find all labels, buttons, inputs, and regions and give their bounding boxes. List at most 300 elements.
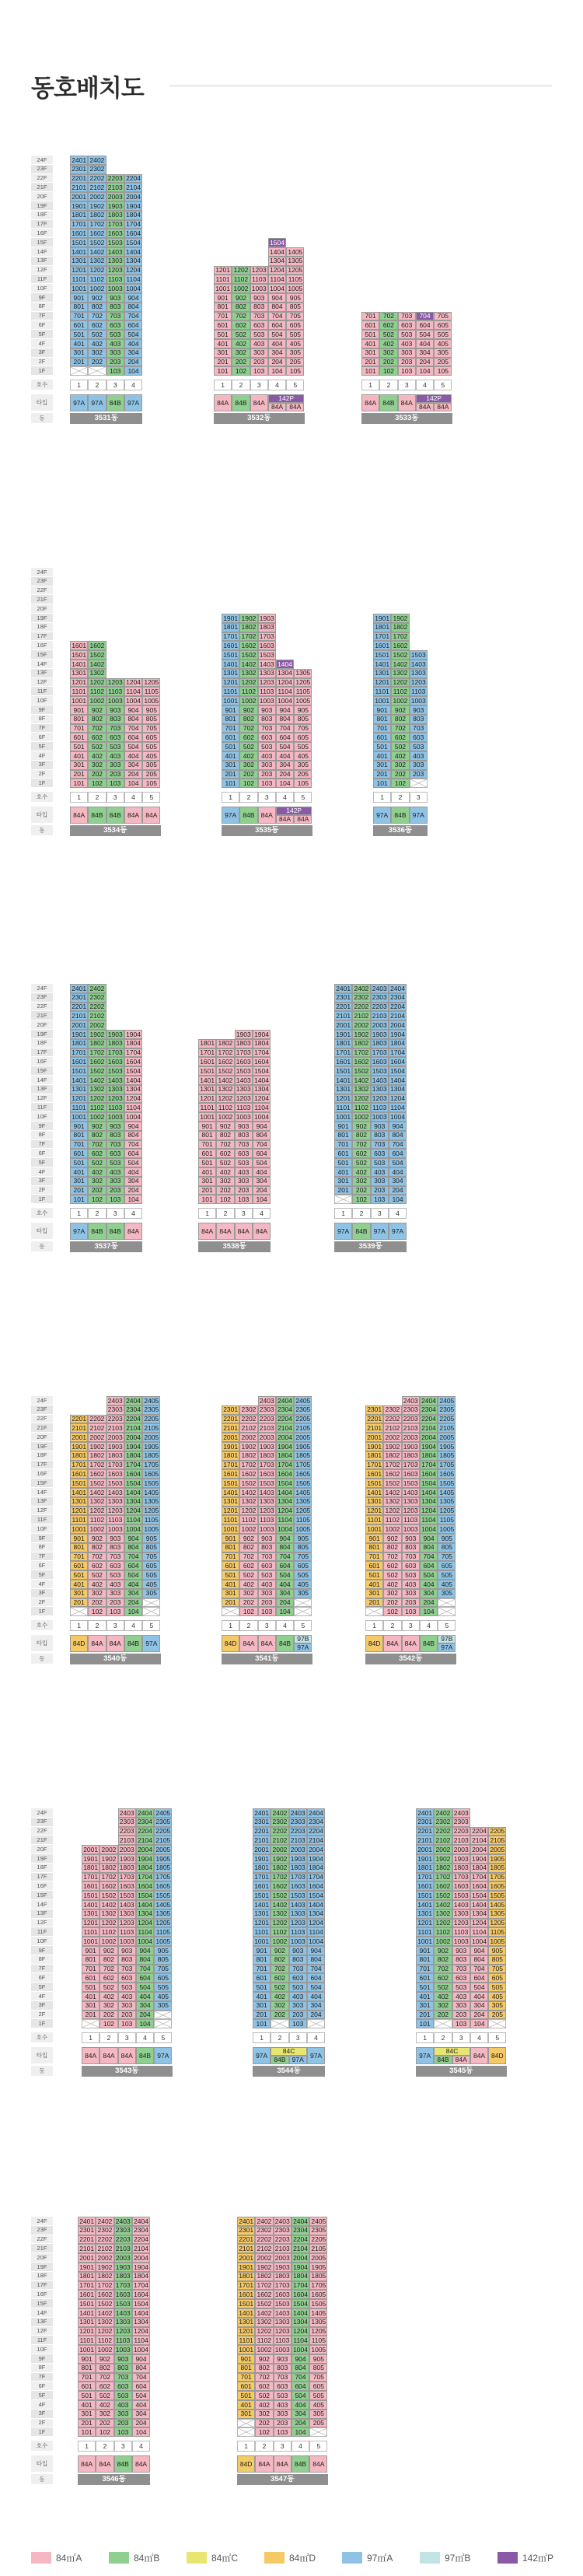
unit-cell: 1902 (434, 1854, 452, 1864)
unit-cell: 2301 (70, 165, 88, 174)
unit-cell: 1601 (70, 1469, 88, 1479)
unit-cell: 702 (216, 1140, 234, 1150)
unit-cell: 1002 (352, 1112, 370, 1122)
unit-cell: 1403 (274, 2308, 292, 2318)
unit-cell: 1002 (239, 1524, 257, 1534)
unit-cell: 1802 (255, 2272, 273, 2281)
ho-number: 4 (124, 1208, 142, 1219)
unit-cell: 1002 (383, 1524, 401, 1534)
unit-cell: 2404 (292, 2217, 309, 2226)
unit-cell: 703 (371, 1140, 389, 1150)
dong-label: 동 (31, 1654, 53, 1664)
floor-label: 16F (31, 641, 53, 650)
unit-cell: 1204 (276, 1507, 294, 1516)
floor-label: 5F (31, 1158, 53, 1167)
unit-cell: 1002 (88, 284, 106, 293)
floor-label: 2F (31, 358, 53, 367)
unit-type: 84A (276, 815, 294, 824)
unit-cell: 1101 (365, 1515, 383, 1524)
floor-label: 15F (31, 1479, 53, 1488)
unit-cell: 702 (391, 724, 409, 733)
unit-cell: 1804 (136, 1864, 154, 1873)
unit-cell: 1302 (352, 1085, 370, 1094)
unit-cell: 802 (96, 2364, 113, 2373)
unit-cell: 1602 (88, 1469, 106, 1479)
ho-number: 1 (373, 792, 391, 803)
floor-label: 15F (31, 238, 53, 247)
floor-label: 17F (31, 1873, 53, 1882)
unit-cell: 1705 (142, 1461, 160, 1470)
unit-cell: 2004 (124, 192, 142, 201)
unit-cell: 2303 (371, 993, 389, 1003)
unit-cell: 402 (379, 339, 397, 348)
unit-cell: 702 (232, 312, 250, 321)
unit-cell: 603 (106, 733, 124, 742)
unit-cell: 1602 (216, 1057, 234, 1066)
unit-cell: 2201 (70, 1003, 88, 1012)
unit-cell: 1701 (373, 632, 391, 642)
unit-cell: 1802 (434, 1864, 452, 1873)
unit-cell: 905 (142, 705, 160, 715)
legend-item (31, 2550, 82, 2564)
unit-cell: 2203 (452, 1827, 470, 1836)
unit-cell: 1502 (239, 650, 257, 660)
unit-cell: 2101 (334, 1011, 352, 1020)
unit-type: 84B (276, 1635, 294, 1652)
unit-cell: 1902 (255, 2263, 273, 2272)
unit-cell: 1103 (410, 687, 428, 696)
floor-label: 23F (31, 1818, 53, 1827)
floor-label: 18F (31, 1451, 53, 1461)
ho-number: 5 (438, 1620, 456, 1631)
unit-cell: 1802 (239, 623, 257, 632)
unit-cell: 1903 (114, 2263, 132, 2272)
ho-number: 4 (124, 792, 142, 803)
unit-cell: 402 (88, 751, 106, 761)
ho-number: 4 (389, 1208, 407, 1219)
unit-type: 97A (294, 1643, 312, 1652)
unit-cell: 804 (124, 303, 142, 312)
dong-label: 동 (31, 413, 53, 424)
unit-cell: 804 (268, 303, 286, 312)
floor-label: 9F (31, 1122, 53, 1131)
unit-cell: 402 (391, 751, 409, 761)
unit-cell: 302 (88, 1589, 106, 1598)
unit-cell: 801 (198, 1131, 216, 1140)
unit-cell: 902 (255, 2354, 273, 2364)
unit-cell: 2201 (70, 1415, 88, 1424)
unit-cell: 1603 (106, 229, 124, 238)
floor-label: 3F (31, 1177, 53, 1186)
unit-cell: 701 (416, 1965, 434, 1974)
ho-number: 3 (106, 1208, 124, 1219)
legend-label: 97㎡A (367, 2552, 393, 2564)
unit-cell: 405 (309, 2400, 327, 2410)
ho-number: 1 (214, 380, 232, 390)
unit-cell: 1601 (373, 641, 391, 650)
unit-cell: 1301 (373, 669, 391, 678)
floor-label: 14F (31, 247, 53, 257)
unit-cell: 1703 (106, 1048, 124, 1058)
unit-cell: 1602 (239, 641, 257, 650)
unit-cell: 205 (286, 358, 304, 367)
unit-cell: 1605 (438, 1469, 456, 1479)
unit-cell: 201 (198, 1186, 216, 1195)
unit-cell: 1501 (253, 1891, 271, 1900)
ho-number: 1 (361, 380, 379, 390)
unit-type: 84A (214, 394, 232, 411)
unit-cell: 403 (106, 1580, 124, 1589)
unit-cell: 405 (294, 1580, 312, 1589)
unit-cell: 505 (294, 742, 312, 751)
unit-cell: 1905 (154, 1854, 172, 1864)
unit-cell: 1704 (253, 1048, 271, 1058)
unit-cell: 1402 (383, 1488, 401, 1497)
unit-cell: 303 (289, 2001, 307, 2011)
unit-cell: 201 (253, 2011, 271, 2020)
unit-cell: 1004 (420, 1524, 438, 1534)
unit-cell: 901 (70, 1122, 88, 1131)
unit-cell: 1203 (258, 1507, 276, 1516)
unit-cell: 203 (402, 1598, 420, 1608)
unit-cell: 1303 (106, 257, 124, 266)
unit-cell: 904 (292, 2354, 309, 2364)
unit-cell: 1305 (488, 1909, 506, 1919)
unit-cell: 2102 (96, 2244, 113, 2253)
unit-cell: 1402 (239, 660, 257, 669)
unit-cell: 302 (352, 1177, 370, 1186)
unit-cell: 401 (373, 751, 391, 761)
unit-cell: 1704 (420, 1461, 438, 1470)
unit-cell: 1502 (391, 650, 409, 660)
ho-number: 4 (124, 380, 142, 390)
unit-cell: 1502 (88, 1479, 106, 1488)
unit-cell: 2404 (389, 984, 407, 993)
unit-cell: 1801 (222, 1451, 239, 1461)
unit-cell: 901 (222, 1534, 239, 1543)
unit-cell: 1302 (216, 1085, 234, 1094)
unit-cell: 1303 (402, 1497, 420, 1507)
floor-label: 24F (31, 2217, 53, 2226)
vacant-unit (142, 1607, 160, 1616)
unit-cell: 1904 (389, 1030, 407, 1039)
unit-cell: 1102 (88, 1515, 106, 1524)
unit-cell: 1004 (136, 1937, 154, 1946)
unit-cell: 1605 (142, 1469, 160, 1479)
unit-cell: 703 (274, 2373, 292, 2382)
unit-cell: 1402 (88, 1488, 106, 1497)
unit-cell: 2102 (434, 1836, 452, 1845)
unit-cell: 1504 (136, 1891, 154, 1900)
unit-cell: 1102 (239, 1515, 257, 1524)
unit-cell: 902 (383, 1534, 401, 1543)
unit-cell: 203 (410, 770, 428, 779)
unit-cell: 903 (235, 1122, 253, 1131)
unit-cell: 405 (488, 1992, 506, 2001)
unit-cell: 1103 (106, 1103, 124, 1112)
unit-cell: 2102 (383, 1423, 401, 1433)
unit-cell: 2205 (294, 1415, 312, 1424)
unit-cell: 1403 (106, 247, 124, 257)
unit-cell: 204 (268, 358, 286, 367)
unit-cell: 1601 (237, 2290, 255, 2299)
unit-cell: 1601 (82, 1881, 99, 1891)
ho-number: 3 (114, 2441, 132, 2452)
unit-cell: 1804 (132, 2272, 150, 2281)
unit-cell: 1402 (99, 1900, 117, 1909)
unit-cell: 2102 (255, 2244, 273, 2253)
unit-cell: 1801 (373, 623, 391, 632)
unit-cell: 203 (106, 358, 124, 367)
unit-cell: 1303 (118, 1909, 136, 1919)
unit-cell: 1003 (402, 1524, 420, 1534)
floor-label: 23F (31, 2226, 53, 2235)
unit-cell: 705 (309, 2373, 327, 2382)
unit-cell: 1901 (373, 614, 391, 623)
unit-cell: 1202 (434, 1919, 452, 1928)
unit-cell: 704 (253, 1140, 271, 1150)
unit-cell: 502 (88, 330, 106, 339)
unit-cell: 1903 (402, 1442, 420, 1451)
ho-number: 2 (239, 1620, 257, 1631)
unit-cell: 1202 (255, 2327, 273, 2336)
unit-cell: 2301 (78, 2226, 96, 2235)
unit-cell: 1002 (88, 696, 106, 705)
unit-cell: 502 (239, 1570, 257, 1580)
unit-cell: 601 (361, 320, 379, 330)
unit-type: 97A (334, 1223, 352, 1240)
unit-cell: 803 (106, 1543, 124, 1552)
floor-label: 16F (31, 2290, 53, 2299)
unit-cell: 1104 (253, 1103, 271, 1112)
type-label: 타입 (31, 807, 53, 824)
unit-cell: 202 (239, 770, 257, 779)
unit-cell: 305 (142, 761, 160, 770)
unit-cell: 2404 (276, 1396, 294, 1405)
unit-cell: 703 (106, 1140, 124, 1150)
unit-cell: 1303 (452, 1909, 470, 1919)
unit-cell: 1704 (276, 1461, 294, 1470)
unit-cell: 903 (106, 293, 124, 303)
unit-cell: 302 (255, 2410, 273, 2419)
unit-cell: 1802 (352, 1039, 370, 1048)
unit-cell: 1305 (286, 257, 304, 266)
unit-cell: 903 (106, 705, 124, 715)
unit-cell: 201 (361, 358, 379, 367)
unit-type: 84B (434, 2056, 452, 2064)
unit-cell: 1804 (253, 1039, 271, 1048)
unit-cell: 1902 (383, 1442, 401, 1451)
floor-label: 16F (31, 229, 53, 238)
ho-number: 3 (250, 380, 268, 390)
unit-cell: 201 (214, 358, 232, 367)
unit-type: 84A (239, 1635, 257, 1652)
unit-cell: 303 (452, 2001, 470, 2011)
unit-cell: 1502 (88, 650, 106, 660)
unit-cell: 1704 (124, 1048, 142, 1058)
unit-cell: 1402 (88, 247, 106, 257)
unit-cell: 1004 (389, 1112, 407, 1122)
unit-cell: 503 (114, 2391, 132, 2400)
unit-cell: 1201 (237, 2327, 255, 2336)
unit-cell: 1102 (239, 687, 257, 696)
unit-cell: 301 (82, 2001, 99, 2011)
unit-cell: 1602 (434, 1881, 452, 1891)
unit-cell: 1204 (276, 678, 294, 688)
unit-cell: 1803 (235, 1039, 253, 1048)
unit-cell: 503 (371, 1158, 389, 1167)
unit-cell: 403 (289, 1992, 307, 2001)
unit-cell: 803 (258, 715, 276, 724)
unit-cell: 1101 (82, 1927, 99, 1937)
unit-cell: 2401 (70, 156, 88, 165)
vacant-unit (70, 366, 88, 376)
building-name: 3537동 (70, 1241, 142, 1252)
unit-cell: 2305 (438, 1405, 456, 1415)
unit-cell: 501 (222, 1570, 239, 1580)
unit-cell: 801 (82, 1955, 99, 1965)
unit-cell: 2402 (96, 2217, 113, 2226)
unit-cell: 1802 (271, 1864, 288, 1873)
vacant-unit (488, 2019, 506, 2028)
unit-cell: 301 (70, 1177, 88, 1186)
legend-swatch (109, 2552, 129, 2564)
building-name: 3538동 (198, 1241, 271, 1252)
unit-cell: 1703 (258, 632, 276, 642)
unit-cell: 2201 (70, 174, 88, 184)
unit-cell: 802 (216, 1131, 234, 1140)
unit-cell: 1001 (198, 1112, 216, 1122)
unit-cell: 1503 (258, 650, 276, 660)
unit-cell: 1002 (434, 1937, 452, 1946)
unit-cell: 403 (371, 1167, 389, 1177)
unit-cell: 2004 (307, 1845, 325, 1854)
unit-cell: 1103 (118, 1927, 136, 1937)
unit-cell: 904 (124, 1534, 142, 1543)
unit-cell: 2101 (70, 1011, 88, 1020)
floor-label: 9F (31, 1534, 53, 1543)
dong-label: 동 (31, 2474, 53, 2485)
unit-cell: 201 (373, 770, 391, 779)
unit-cell: 1701 (78, 2281, 96, 2291)
unit-cell: 102 (99, 2019, 117, 2028)
ho-number: 2 (239, 792, 257, 803)
unit-cell: 801 (237, 2364, 255, 2373)
unit-cell: 702 (239, 724, 257, 733)
unit-cell: 1002 (88, 1524, 106, 1534)
unit-cell: 303 (114, 2410, 132, 2419)
unit-cell: 303 (106, 1177, 124, 1186)
ho-number: 1 (365, 1620, 383, 1631)
unit-cell: 1401 (198, 1076, 216, 1085)
unit-cell: 905 (488, 1946, 506, 1955)
ho-number: 3 (258, 792, 276, 803)
floor-label: 24F (31, 1808, 53, 1818)
unit-cell: 703 (452, 1965, 470, 1974)
unit-cell: 2205 (142, 1415, 160, 1424)
unit-type: 97A (373, 807, 391, 824)
unit-cell: 705 (294, 1552, 312, 1562)
unit-cell: 1303 (410, 669, 428, 678)
building-section (0, 2217, 583, 2574)
unit-cell: 1104 (268, 275, 286, 284)
unit-cell: 1603 (114, 2290, 132, 2299)
ho-number: 3 (106, 380, 124, 390)
unit-type: 84A (82, 2047, 99, 2064)
unit-cell: 2203 (106, 174, 124, 184)
unit-cell: 1702 (352, 1048, 370, 1058)
unit-cell: 2303 (289, 1818, 307, 1827)
unit-cell: 1303 (289, 1909, 307, 1919)
unit-cell: 103 (114, 2427, 132, 2437)
unit-cell: 2101 (70, 183, 88, 192)
unit-cell: 501 (334, 1158, 352, 1167)
unit-cell: 1501 (82, 1891, 99, 1900)
unit-cell: 1201 (70, 266, 88, 275)
unit-cell: 504 (292, 2391, 309, 2400)
unit-cell: 403 (410, 751, 428, 761)
floor-label: 2F (31, 1598, 53, 1608)
unit-cell: 601 (70, 1149, 88, 1158)
unit-cell: 1504 (124, 238, 142, 247)
unit-cell: 204 (124, 770, 142, 779)
unit-cell: 2104 (389, 1011, 407, 1020)
unit-cell: 1301 (237, 2318, 255, 2327)
unit-cell: 2003 (114, 2253, 132, 2263)
unit-cell: 1202 (96, 2327, 113, 2336)
unit-cell: 1102 (352, 1103, 370, 1112)
unit-cell: 1404 (136, 1900, 154, 1909)
unit-cell: 1004 (268, 284, 286, 293)
floor-label: 23F (31, 993, 53, 1003)
unit-cell: 601 (365, 1561, 383, 1570)
floor-label: 7F (31, 1552, 53, 1562)
unit-cell: 1001 (70, 284, 88, 293)
floor-label: 11F (31, 1927, 53, 1937)
unit-cell: 1401 (365, 1488, 383, 1497)
unit-cell: 1501 (416, 1891, 434, 1900)
unit-cell: 901 (198, 1122, 216, 1131)
floor-label: 23F (31, 577, 53, 586)
unit-cell: 1103 (106, 687, 124, 696)
unit-cell: 603 (410, 733, 428, 742)
unit-cell: 604 (307, 1973, 325, 1983)
unit-cell: 1003 (258, 696, 276, 705)
unit-cell: 904 (268, 293, 286, 303)
unit-cell: 1104 (124, 275, 142, 284)
unit-cell: 1803 (258, 623, 276, 632)
vacant-unit (88, 366, 106, 376)
vacant-unit (154, 2019, 172, 2028)
unit-cell: 1202 (99, 1919, 117, 1928)
unit-cell: 401 (361, 339, 379, 348)
unit-cell: 202 (88, 1598, 106, 1608)
unit-cell: 704 (292, 2373, 309, 2382)
unit-cell: 1304 (132, 2318, 150, 2327)
legend-label: 84㎡A (56, 2552, 82, 2564)
unit-cell: 503 (289, 1983, 307, 1992)
unit-cell: 404 (276, 751, 294, 761)
unit-cell: 105 (434, 366, 452, 376)
legend-swatch (31, 2552, 51, 2564)
unit-cell: 2103 (289, 1836, 307, 1845)
floor-label: 14F (31, 1488, 53, 1497)
unit-cell: 1602 (255, 2290, 273, 2299)
unit-cell: 804 (124, 715, 142, 724)
unit-cell: 1304 (124, 1497, 142, 1507)
unit-cell: 1302 (239, 1497, 257, 1507)
unit-cell: 2405 (438, 1396, 456, 1405)
